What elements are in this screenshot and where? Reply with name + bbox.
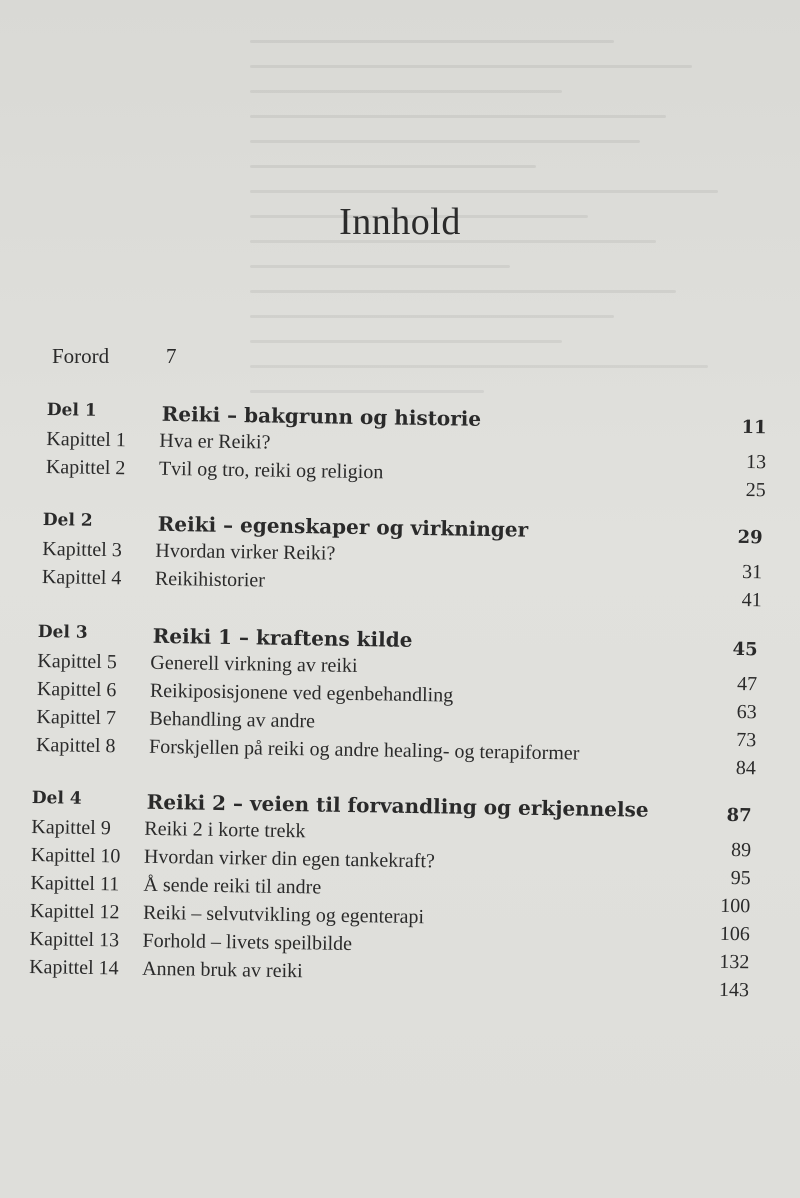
chapter-title: Reiki – selvutvikling og egenterapi <box>142 901 425 929</box>
chapter-page: 100 <box>720 894 751 918</box>
part-label: Del 2 <box>42 510 93 531</box>
chapter-page: 31 <box>741 560 763 584</box>
chapter-label: Kapittel 11 <box>30 871 120 896</box>
part-page: 87 <box>726 804 752 827</box>
chapter-page: 63 <box>736 700 757 724</box>
chapter-page: 84 <box>735 756 756 780</box>
chapter-label: Kapittel 1 <box>46 427 126 452</box>
part-title: Reiki 2 – veien til forvandling og erkjennelse <box>146 789 649 822</box>
chapter-page: 106 <box>719 922 750 946</box>
part-page: 11 <box>741 416 767 439</box>
chapter-label: Kapittel 2 <box>45 455 126 480</box>
chapter-title: Forhold – livets speilbilde <box>142 929 353 956</box>
chapter-title: Tvil og tro, reiki og religion <box>158 457 384 484</box>
part-label: Del 3 <box>37 622 88 643</box>
chapter-title: Reikiposisjonene ved egenbehandling <box>149 679 454 707</box>
chapter-label: Kapittel 14 <box>29 955 119 980</box>
chapter-title: Hva er Reiki? <box>159 429 271 454</box>
chapter-title: Annen bruk av reiki <box>142 957 303 983</box>
chapter-label: Kapittel 5 <box>37 649 117 674</box>
chapter-page: 13 <box>745 450 767 474</box>
chapter-label: Kapittel 13 <box>29 927 120 952</box>
chapter-page: 47 <box>736 672 758 696</box>
part-label: Del 4 <box>31 788 82 809</box>
chapter-label: Kapittel 8 <box>35 733 116 758</box>
chapter-label: Kapittel 6 <box>36 677 117 702</box>
part-label: Del 1 <box>46 400 97 421</box>
chapter-page: 25 <box>745 478 766 502</box>
part-3 <box>35 622 758 780</box>
part-title: Reiki 1 – kraftens kilde <box>152 623 413 652</box>
part-2 <box>41 510 763 612</box>
chapter-label: Kapittel 9 <box>31 815 111 840</box>
chapter-label: Kapittel 7 <box>36 705 117 730</box>
chapter-title: Å sende reiki til andre <box>143 873 322 899</box>
part-1 <box>45 400 767 502</box>
chapter-page: 95 <box>730 866 751 890</box>
part-title: Reiki – bakgrunn og historie <box>161 401 482 431</box>
chapter-label: Kapittel 10 <box>30 843 121 868</box>
chapter-title: Forskjellen på reiki og andre healing- og terapiformer <box>148 735 580 765</box>
chapter-page: 41 <box>741 588 762 612</box>
chapter-page: 143 <box>718 978 750 1002</box>
chapter-title: Behandling av andre <box>149 707 316 733</box>
part-title: Reiki – egenskaper og virkninger <box>157 511 529 542</box>
part-4 <box>29 788 752 1002</box>
chapter-title: Hvordan virker Reiki? <box>155 539 336 565</box>
chapter-label: Kapittel 4 <box>41 565 122 590</box>
chapter-page: 89 <box>730 838 752 862</box>
chapter-page: 132 <box>719 950 750 974</box>
page-title: Innhold <box>339 201 461 243</box>
chapter-title: Hvordan virker din egen tankekraft? <box>143 845 436 873</box>
chapter-label: Kapittel 3 <box>42 537 122 562</box>
part-page: 29 <box>737 526 763 549</box>
bleed-through-text <box>250 40 770 460</box>
forord-page: 7 <box>166 344 177 368</box>
forord-label: Forord <box>52 344 110 368</box>
chapter-title: Reikihistorier <box>154 567 266 592</box>
chapter-page: 73 <box>736 728 757 752</box>
forord-entry <box>52 344 177 369</box>
chapter-label: Kapittel 12 <box>29 899 120 924</box>
chapter-title: Generell virkning av reiki <box>150 651 358 678</box>
chapter-title: Reiki 2 i korte trekk <box>144 817 306 843</box>
part-page: 45 <box>732 638 758 661</box>
